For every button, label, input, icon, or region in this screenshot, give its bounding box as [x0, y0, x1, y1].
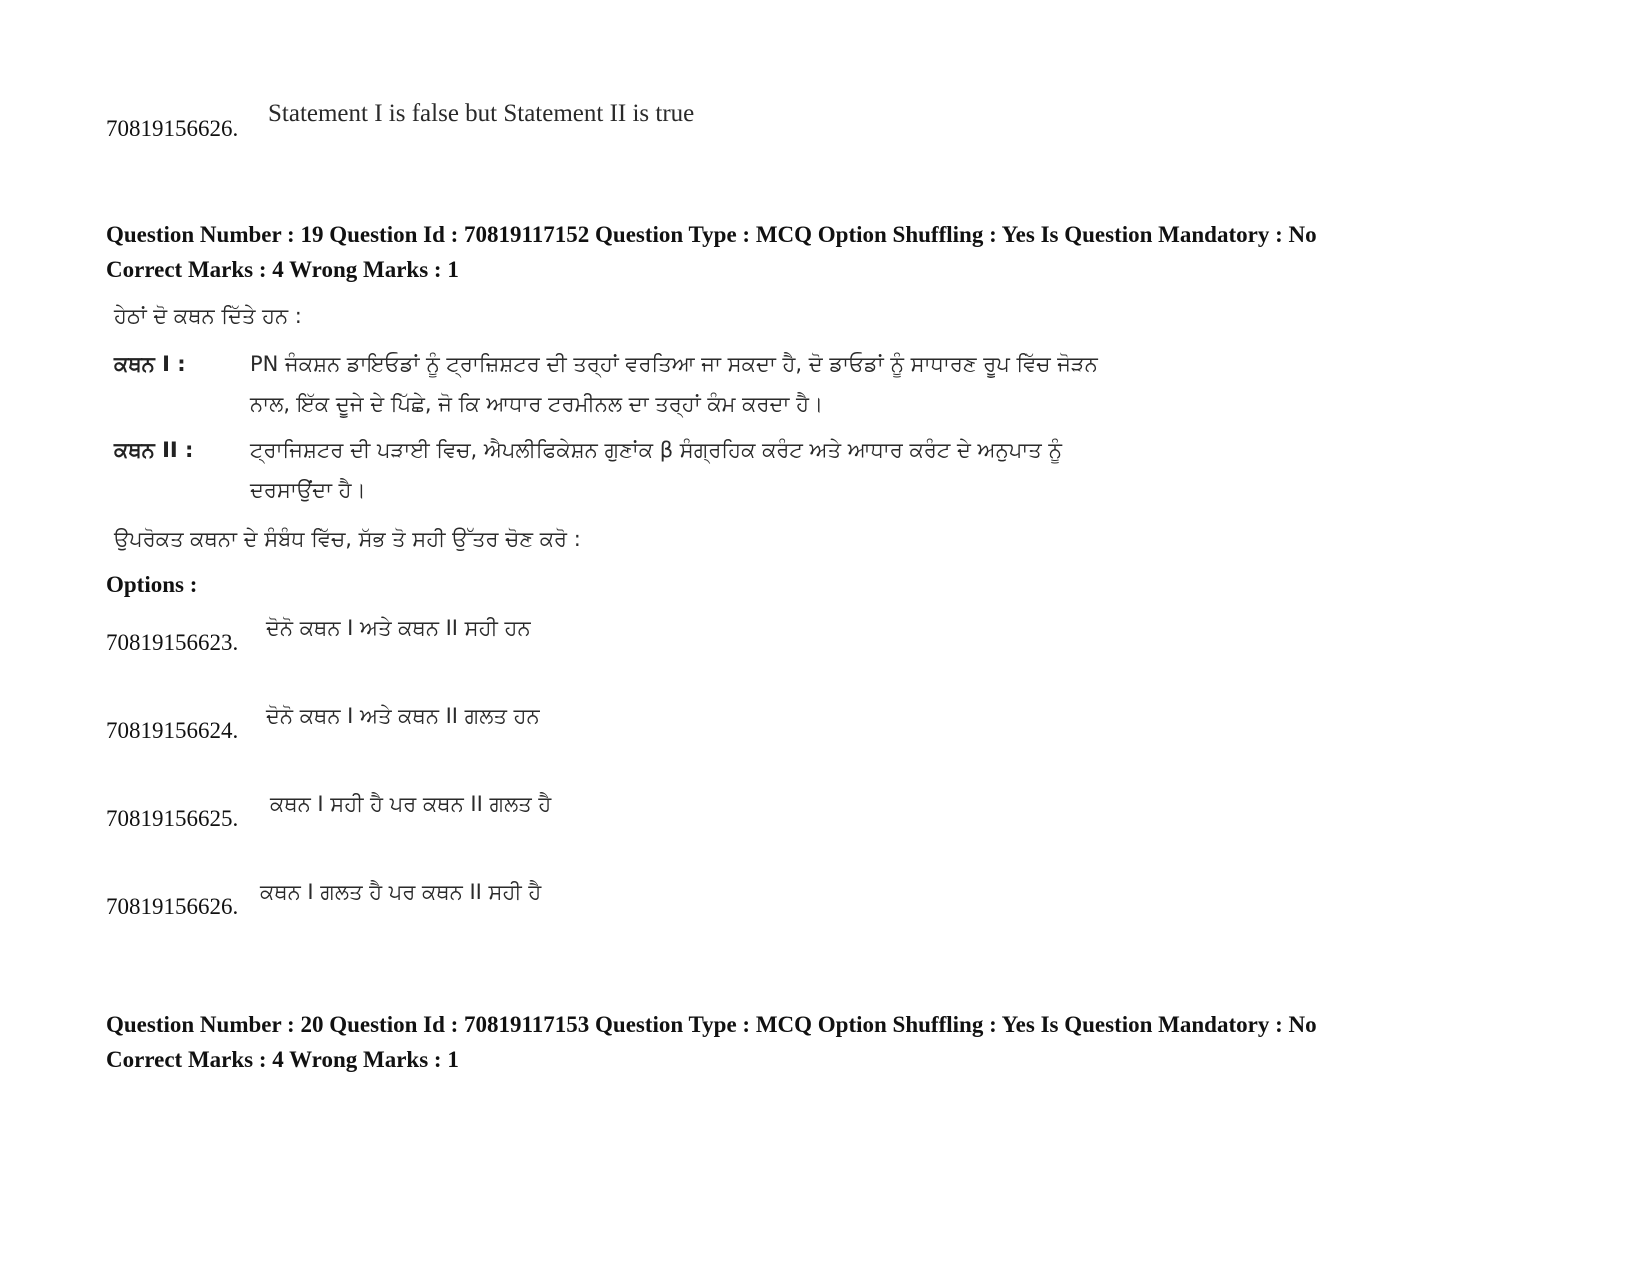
option-text: Statement I is false but Statement II is true [268, 100, 695, 127]
option-text: ਦੋਨੋ ਕਥਨ I ਅਤੇ ਕਥਨ II ਗਲਤ ਹਨ [266, 704, 540, 728]
question-marks: Correct Marks : 4 Wrong Marks : 1 [106, 257, 459, 282]
statement-1-label: ਕਥਨ I : [114, 352, 186, 376]
option-id: 70819156624. [106, 718, 239, 743]
option-id: 70819156626. [106, 894, 239, 919]
question-marks: Correct Marks : 4 Wrong Marks : 1 [106, 1047, 459, 1072]
question-prompt: ਉਪਰੋਕਤ ਕਥਨਾ ਦੇ ਸੰਬੰਧ ਵਿੱਚ, ਸੱਭ ਤੋ ਸਹੀ ਉੱਤਰ ਚੋਣ ਕਰੋ : [114, 527, 581, 551]
statement-1-line-1: PN ਜੰਕਸ਼ਨ ਡਾਇਓਡਾਂ ਨੂੰ ਟ੍ਰਾਜ਼ਿਸ਼ਟਰ ਦੀ ਤਰ੍ਹਾਂ ਵਰਤਿਆ ਜਾ ਸਕਦਾ ਹੈ, ਦੋ ਡਾਓਡਾਂ ਨੂੰ ਸਾਧਾਰਣ ਰੂਪ ਵਿੱਚ ਜੋੜਨ [250, 352, 1098, 376]
option-id: 70819156626. [106, 116, 239, 141]
option-id: 70819156623. [106, 630, 239, 655]
option-text: ਕਥਨ I ਸਹੀ ਹੈ ਪਰ ਕਥਨ II ਗਲਤ ਹੈ [270, 792, 552, 816]
options-label: Options : [106, 572, 198, 597]
statement-1-line-2: ਨਾਲ, ਇੱਕ ਦੂਜੇ ਦੇ ਪਿੱਛੇ, ਜੋ ਕਿ ਆਧਾਰ ਟਰਮੀਨਲ ਦਾ ਤਰ੍ਹਾਂ ਕੰਮ ਕਰਦਾ ਹੈ। [250, 392, 824, 416]
option-id: 70819156625. [106, 806, 239, 831]
statement-2-label: ਕਥਨ II : [114, 438, 194, 462]
question-header: Question Number : 19 Question Id : 70819117152 Question Type : MCQ Option Shuffling : Yes Is Question Mandatory : No [106, 222, 1317, 247]
question-header: Question Number : 20 Question Id : 70819117153 Question Type : MCQ Option Shuffling : Yes Is Question Mandatory : No [106, 1012, 1317, 1037]
option-text: ਦੋਨੋ ਕਥਨ I ਅਤੇ ਕਥਨ II ਸਹੀ ਹਨ [266, 616, 531, 640]
statement-2-line-1: ਟ੍ਰਾਜਿਸ਼ਟਰ ਦੀ ਪੜਾਈ ਵਿਚ, ਐਪਲੀਫਿਕੇਸ਼ਨ ਗੁਣਾਂਕ β ਸੰਗ੍ਰਹਿਕ ਕਰੰਟ ਅਤੇ ਆਧਾਰ ਕਰੰਟ ਦੇ ਅਨੁਪਾਤ ਨੂੰ [250, 438, 1063, 462]
option-text: ਕਥਨ I ਗਲਤ ਹੈ ਪਰ ਕਥਨ II ਸਹੀ ਹੈ [260, 880, 542, 904]
statement-2-line-2: ਦਰਸਾਉਂਦਾ ਹੈ। [250, 478, 366, 502]
question-intro: ਹੇਠਾਂ ਦੋ ਕਥਨ ਦਿੱਤੇ ਹਨ : [114, 304, 302, 328]
